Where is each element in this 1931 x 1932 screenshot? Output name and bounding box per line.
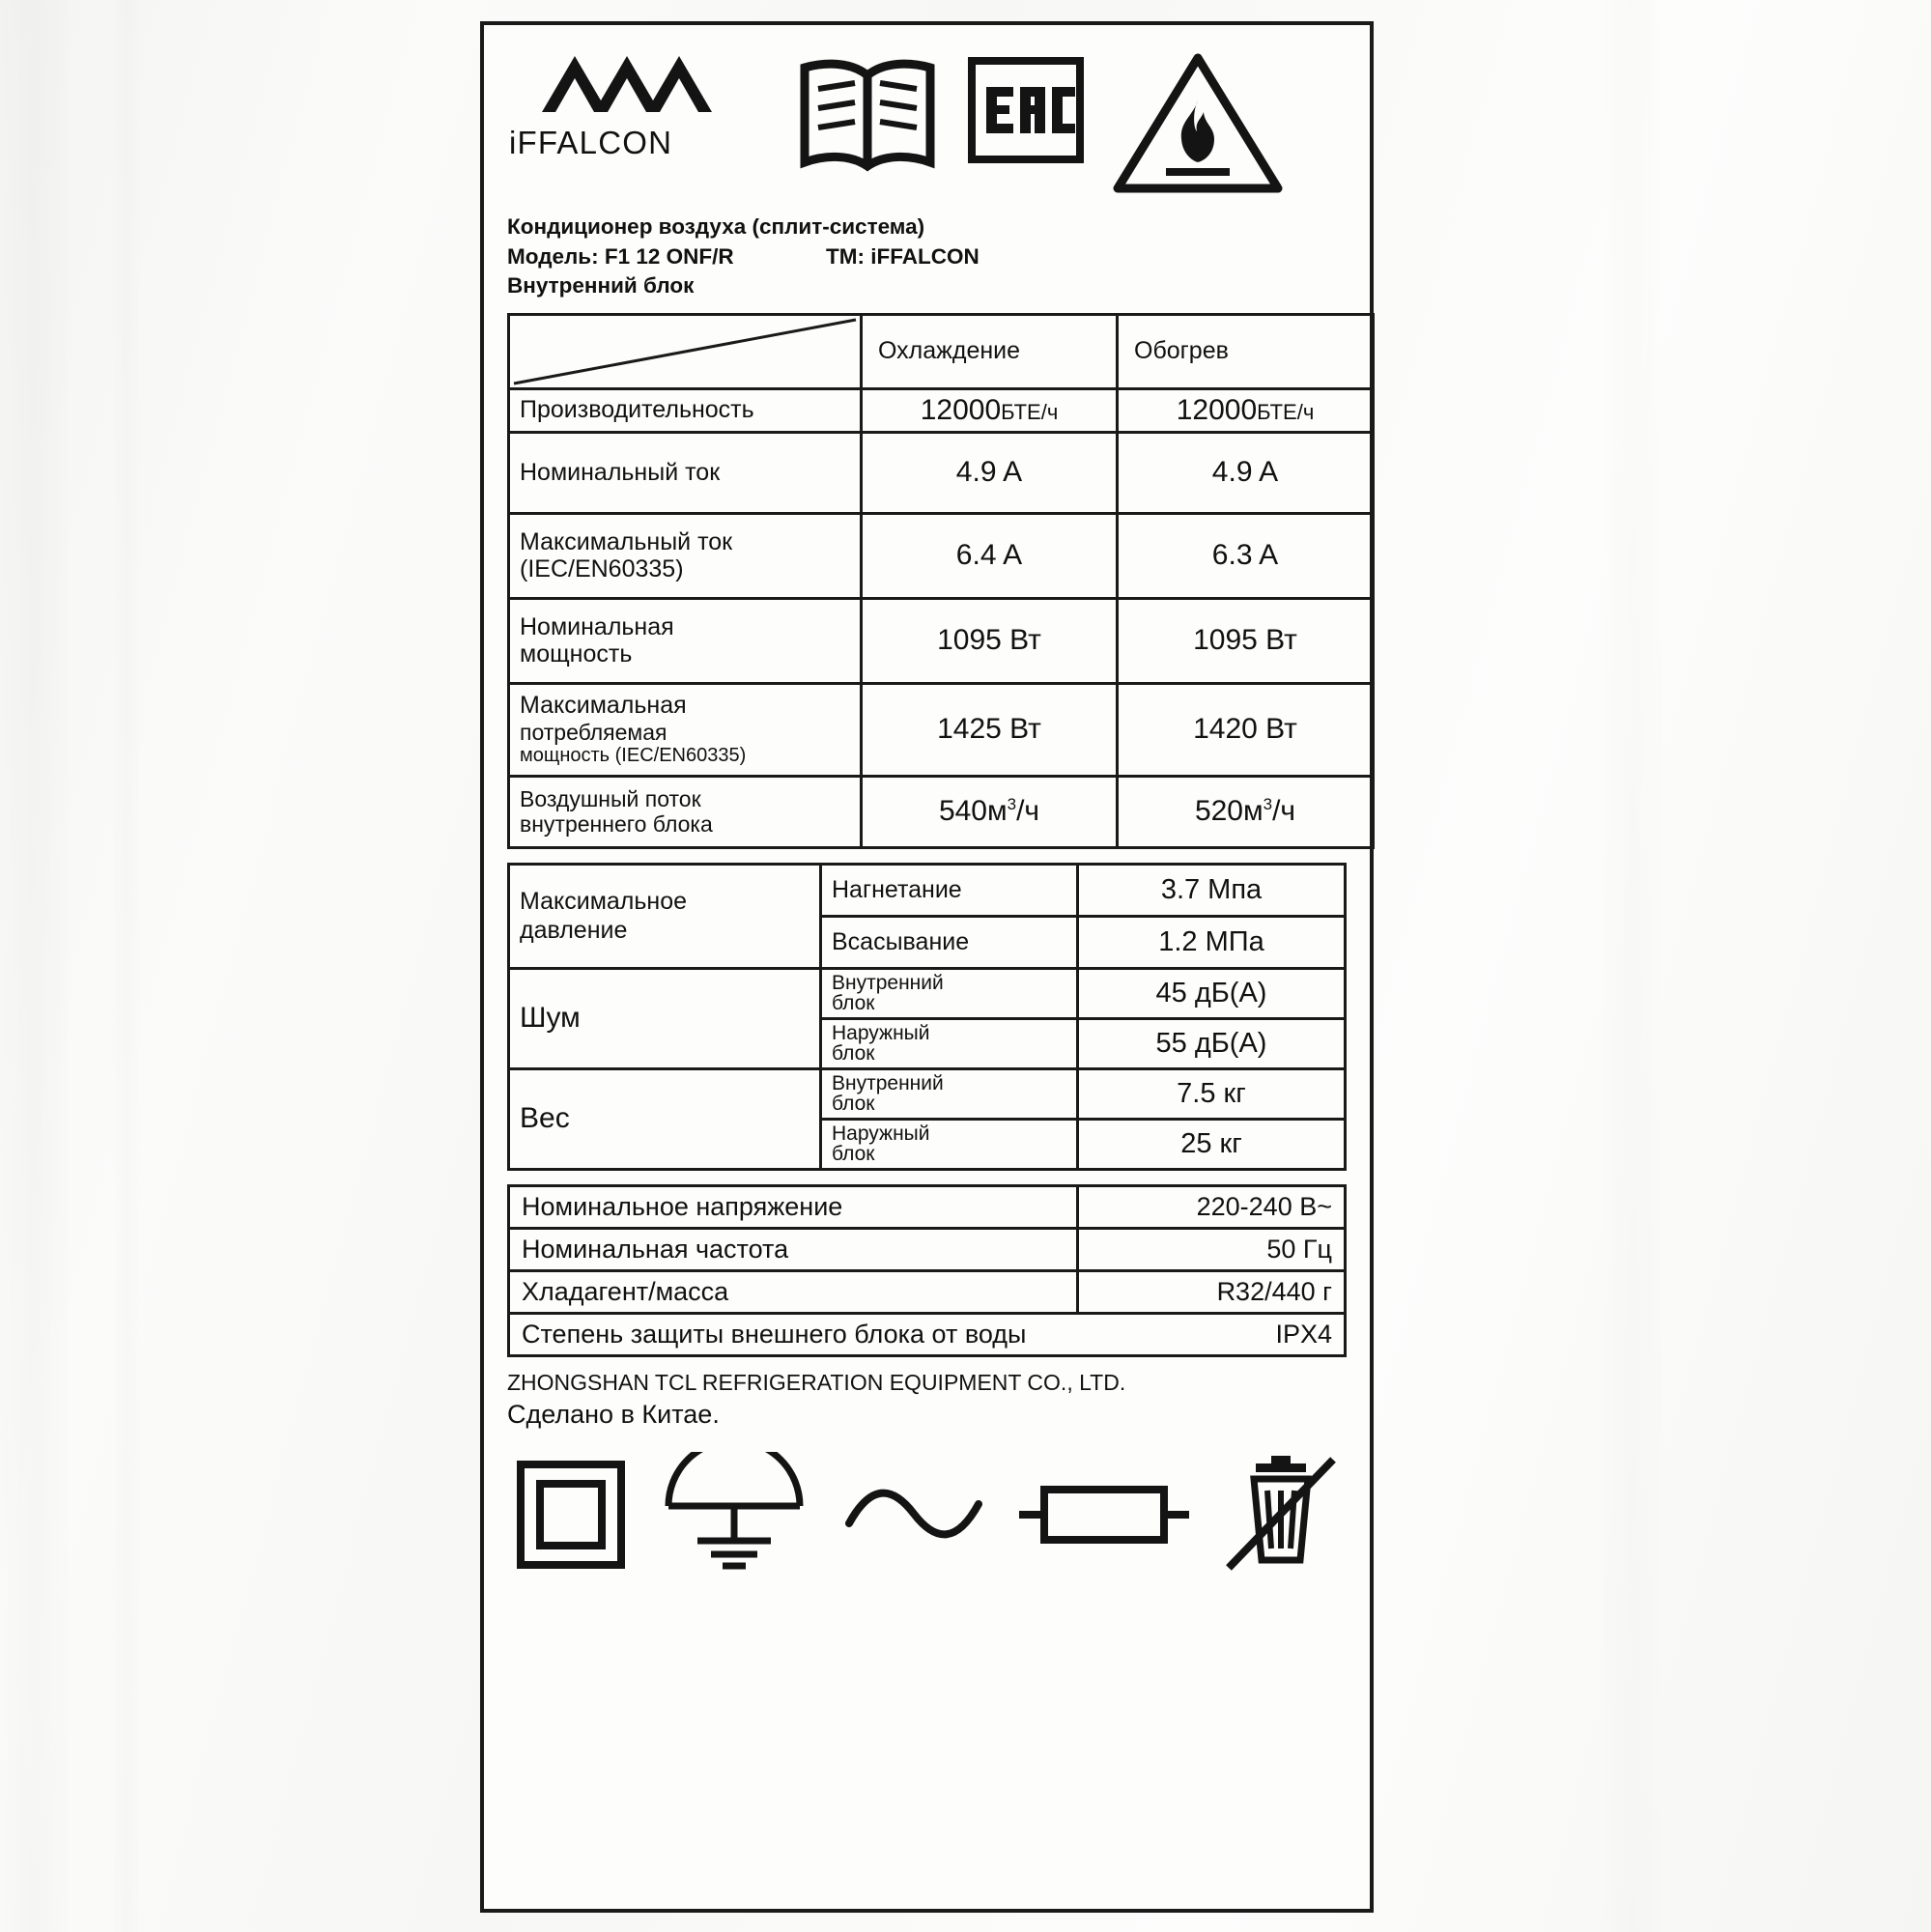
rated-power-heating: 1095 Вт [1118,598,1374,683]
table-header-row [509,314,1374,388]
capacity-cooling-value: 12000 [920,393,1002,426]
value-weight-outdoor: 25 кг [1078,1119,1346,1169]
row-label-capacity: Производительность [509,388,862,432]
symbol-row [507,1445,1347,1590]
airflow-cooling [862,776,1118,847]
label-ip-rating: Степень защиты внешнего блока от воды [522,1319,1027,1349]
table-row [509,1185,1346,1228]
model-label: Модель: [507,243,599,269]
row-label-airflow [509,776,862,847]
max-current-cooling: 6.4 A [862,513,1118,598]
row-label-rated-power-line2: мощность [520,640,633,668]
value-suction-pressure: 1.2 МПа [1078,916,1346,968]
rated-current-cooling: 4.9 A [862,432,1118,513]
product-info [507,213,1347,301]
row-label-airflow-line2: внутреннего блока [520,811,713,838]
row-label-rated-power [509,598,862,683]
table-row [509,513,1374,598]
row-label-max-power [509,683,862,776]
sub-label-weight-outdoor-line2: блок [832,1143,875,1166]
sub-label-noise-indoor-line1: Внутренний [832,971,944,994]
sub-label-weight-indoor [821,1068,1078,1119]
sub-label-weight-outdoor-line1: Наружный [832,1122,930,1145]
column-header-cooling: Охлаждение [862,314,1118,388]
capacity-heating-unit: БТЕ/ч [1257,399,1315,424]
sub-label-noise-outdoor-line2: блок [832,1042,875,1065]
sub-label-weight-indoor-line1: Внутренний [832,1071,944,1094]
table-row [509,388,1374,432]
max-power-heating: 1420 Вт [1118,683,1374,776]
table-row [509,1068,1346,1119]
airflow-cooling-exponent: 3 [1007,795,1017,814]
table-row [509,864,1346,916]
brand-name: iFFALCON [509,125,673,160]
earth-ground-icon [659,1452,809,1582]
row-label-max-power-line2: потребляемая [520,719,667,745]
row-label-airflow-line1: Воздушный поток [520,785,701,811]
value-refrigerant: R32/440 г [1078,1270,1346,1313]
sub-label-discharge: Нагнетание [821,864,1078,916]
sub-label-suction: Всасывание [821,916,1078,968]
max-current-heating: 6.3 A [1118,513,1374,598]
group-label-max-pressure-line1: Максимальное [520,888,688,916]
sub-label-noise-outdoor [821,1018,1078,1068]
group-label-max-pressure-line2: давление [520,917,628,945]
weee-crossed-out-bin-icon [1223,1452,1339,1582]
tm-value: iFFALCON [870,243,980,269]
class-ii-double-insulation-icon [515,1459,627,1576]
electrical-table [507,1184,1347,1357]
row-label-max-power-line3: мощность (IEC/EN60335) [520,745,747,767]
airflow-cooling-unit2: /ч [1016,795,1040,828]
unit-line: Внутренний блок [507,273,695,298]
label-rated-voltage: Номинальное напряжение [509,1185,1078,1228]
table-row [509,968,1346,1018]
group-label-noise: Шум [509,968,821,1068]
sub-label-noise-indoor [821,968,1078,1018]
table-row [509,1270,1346,1313]
column-header-heating: Обогрев [1118,314,1374,388]
airflow-heating [1118,776,1374,847]
table-row [509,1313,1346,1355]
row-label-max-current-line2: (IEC/EN60335) [520,555,684,583]
background-streak [0,0,68,1932]
row-label-max-current [509,513,862,598]
chevron-mountain-logo-icon [534,46,727,119]
eac-conformity-icon [967,56,1085,169]
group-label-weight: Вес [509,1068,821,1169]
table-row [509,776,1374,847]
row-label-max-power-line1: Максимальная [520,692,687,720]
capacity-heating [1118,388,1374,432]
table-row [509,1228,1346,1270]
label-refrigerant: Хладагент/масса [509,1270,1078,1313]
diagonal-header-cell [509,314,862,388]
ip-rating-row [509,1313,1346,1355]
capacity-cooling [862,388,1118,432]
value-noise-outdoor: 55 дБ(A) [1078,1018,1346,1068]
value-weight-indoor: 7.5 кг [1078,1068,1346,1119]
brand-block [507,46,768,161]
fuse-icon [1017,1474,1191,1560]
background-streak [1604,0,1661,1932]
rated-current-heating: 4.9 A [1118,432,1374,513]
company-name: ZHONGSHAN TCL REFRIGERATION EQUIPMENT CO., LTD. [507,1369,1126,1395]
airflow-cooling-value: 540 [938,795,987,828]
spec-table [507,313,1375,849]
row-label-max-current-line1: Максимальный ток [520,527,733,555]
airflow-heating-unit: м [1243,795,1264,828]
group-label-max-pressure [509,864,821,968]
value-discharge-pressure: 3.7 Мпа [1078,864,1346,916]
label-header [507,46,1347,211]
label-rated-frequency: Номинальная частота [509,1228,1078,1270]
made-in: Сделано в Китае. [507,1399,720,1429]
row-label-rated-power-line1: Номинальная [520,612,674,640]
sub-label-weight-indoor-line2: блок [832,1093,875,1116]
table-row [509,683,1374,776]
airflow-heating-unit2: /ч [1272,795,1296,828]
manufacturer-block [507,1369,1347,1432]
table-row [509,598,1374,683]
sub-label-noise-indoor-line2: блок [832,992,875,1015]
rated-power-cooling: 1095 Вт [862,598,1118,683]
background-streak [114,0,139,1932]
model-value: F1 12 ONF/R [604,243,734,269]
product-type-line: Кондиционер воздуха (сплит-система) [507,214,925,239]
value-rated-frequency: 50 Гц [1078,1228,1346,1270]
row-label-rated-current: Номинальный ток [509,432,862,513]
max-power-cooling: 1425 Вт [862,683,1118,776]
table-row [509,432,1374,513]
read-manual-book-icon [795,54,940,180]
sub-label-noise-outdoor-line1: Наружный [832,1021,930,1044]
tm-label: ТМ: [826,243,865,269]
flammable-warning-triangle-icon [1112,50,1284,200]
alternating-current-icon [841,1481,986,1553]
capacity-cooling-unit: БТЕ/ч [1001,399,1059,424]
airflow-heating-exponent: 3 [1263,795,1273,814]
value-ip-rating: IPX4 [1275,1319,1332,1349]
capacity-heating-value: 12000 [1176,393,1258,426]
airflow-heating-value: 520 [1194,795,1243,828]
group-table [507,863,1347,1171]
rating-label-card [480,21,1374,1913]
value-rated-voltage: 220-240 B~ [1078,1185,1346,1228]
airflow-cooling-unit: м [987,795,1008,828]
value-noise-indoor: 45 дБ(A) [1078,968,1346,1018]
sub-label-weight-outdoor [821,1119,1078,1169]
